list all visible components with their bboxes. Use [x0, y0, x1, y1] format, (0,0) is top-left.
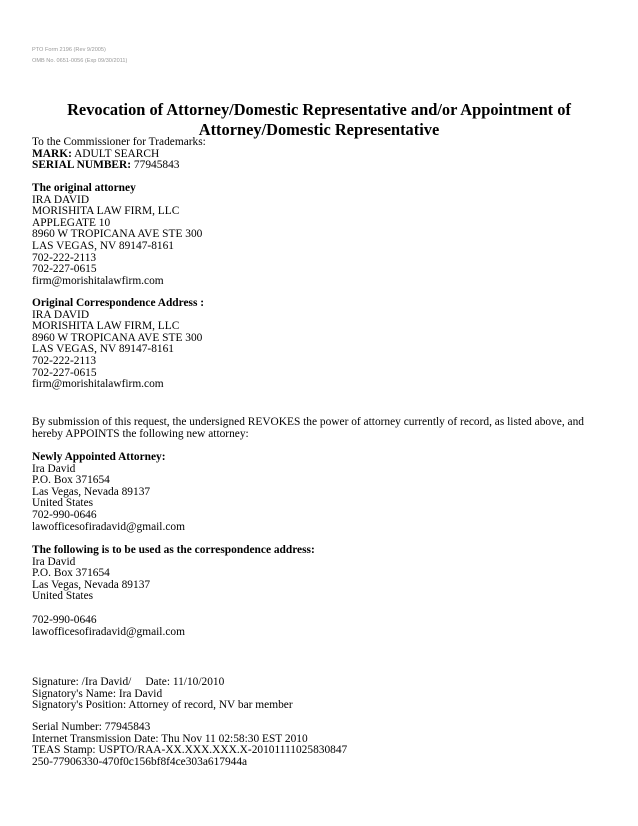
title-line-1: Revocation of Attorney/Domestic Representative and/or Appointment of: [67, 100, 571, 119]
address-line: IRA DAVID: [32, 193, 90, 206]
header-block: [32, 137, 608, 172]
signature-block: [32, 677, 608, 712]
original-attorney-heading: The original attorney: [32, 182, 136, 194]
mark-value: ADULT SEARCH: [74, 147, 160, 160]
fax-line: 702-227-0615: [32, 263, 97, 276]
footer-block: [32, 722, 608, 768]
address-line: 8960 W TROPICANA AVE STE 300: [32, 331, 203, 344]
address-line: P.O. Box 371654: [32, 567, 110, 580]
new-attorney-block: [32, 452, 608, 533]
address-line: MORISHITA LAW FIRM, LLC: [32, 205, 180, 218]
email-line: lawofficesofiradavid@gmail.com: [32, 625, 185, 638]
original-correspondence-heading: Original Correspondence Address :: [32, 297, 205, 309]
signatory-position: Signatory's Position: Attorney of record, NV bar member: [32, 699, 293, 712]
signature-row: [32, 677, 608, 689]
phone-line: 702-222-2113: [32, 251, 97, 264]
signature-date: Date: 11/10/2010: [145, 676, 225, 688]
title-line-2: Attorney/Domestic Representative: [198, 120, 440, 139]
omb-number: OMB No. 0651-0056 (Exp 09/30/2011): [32, 58, 128, 64]
transmission-date: Internet Transmission Date: Thu Nov 11 02:58:30 EST 2010: [32, 732, 308, 745]
address-line: Las Vegas, Nevada 89137: [32, 578, 151, 591]
signature-value: Signature: /Ira David/: [32, 676, 132, 688]
original-attorney-block: [32, 183, 608, 287]
teas-hash: 250-77906330-470f0c156bf8f4ce303a617944a: [32, 755, 248, 768]
new-correspondence-block: [32, 545, 608, 603]
address-line: Ira David: [32, 462, 76, 475]
phone-line: 702-222-2113: [32, 354, 97, 367]
original-correspondence-block: [32, 298, 608, 391]
page-title: [0, 100, 638, 140]
email-line: firm@morishitalawfirm.com: [32, 378, 164, 391]
address-line: LAS VEGAS, NV 89147-8161: [32, 343, 174, 356]
serial-label: SERIAL NUMBER:: [32, 159, 132, 172]
new-correspondence-contact: [32, 615, 608, 638]
serial-line: [32, 160, 608, 172]
address-line: Las Vegas, Nevada 89137: [32, 485, 151, 498]
phone-line: 702-990-0646: [32, 614, 97, 626]
phone-line: 702-990-0646: [32, 508, 97, 521]
address-line: United States: [32, 497, 94, 510]
fax-line: 702-227-0615: [32, 366, 97, 379]
email-line: firm@morishitalawfirm.com: [32, 274, 164, 287]
form-meta: [32, 45, 127, 67]
teas-stamp: TEAS Stamp: USPTO/RAA-XX.XXX.XXX.X-20101111025830847: [32, 744, 348, 757]
address-line: APPLEGATE 10: [32, 216, 111, 229]
new-attorney-heading: Newly Appointed Attorney:: [32, 451, 166, 463]
new-correspondence-heading: The following is to be used as the correspondence address:: [32, 544, 315, 556]
form-number: PTO Form 2196 (Rev 9/2005): [32, 47, 106, 53]
serial-value: 77945843: [133, 159, 180, 172]
signatory-name: Signatory's Name: Ira David: [32, 687, 163, 700]
revocation-statement: By submission of this request, the undersigned REVOKES the power of attorney currently of record, as listed above, and hereby APPOINTS the following new attorney:: [32, 416, 585, 440]
address-line: Ira David: [32, 555, 76, 568]
address-line: P.O. Box 371654: [32, 474, 110, 487]
to-line: To the Commissioner for Trademarks:: [32, 136, 206, 148]
mark-label: MARK:: [32, 147, 72, 160]
address-line: United States: [32, 590, 94, 603]
footer-serial: Serial Number: 77945843: [32, 721, 151, 733]
address-line: LAS VEGAS, NV 89147-8161: [32, 239, 174, 252]
address-line: IRA DAVID: [32, 308, 90, 321]
email-line: lawofficesofiradavid@gmail.com: [32, 520, 185, 533]
address-line: MORISHITA LAW FIRM, LLC: [32, 320, 180, 333]
address-line: 8960 W TROPICANA AVE STE 300: [32, 228, 203, 241]
